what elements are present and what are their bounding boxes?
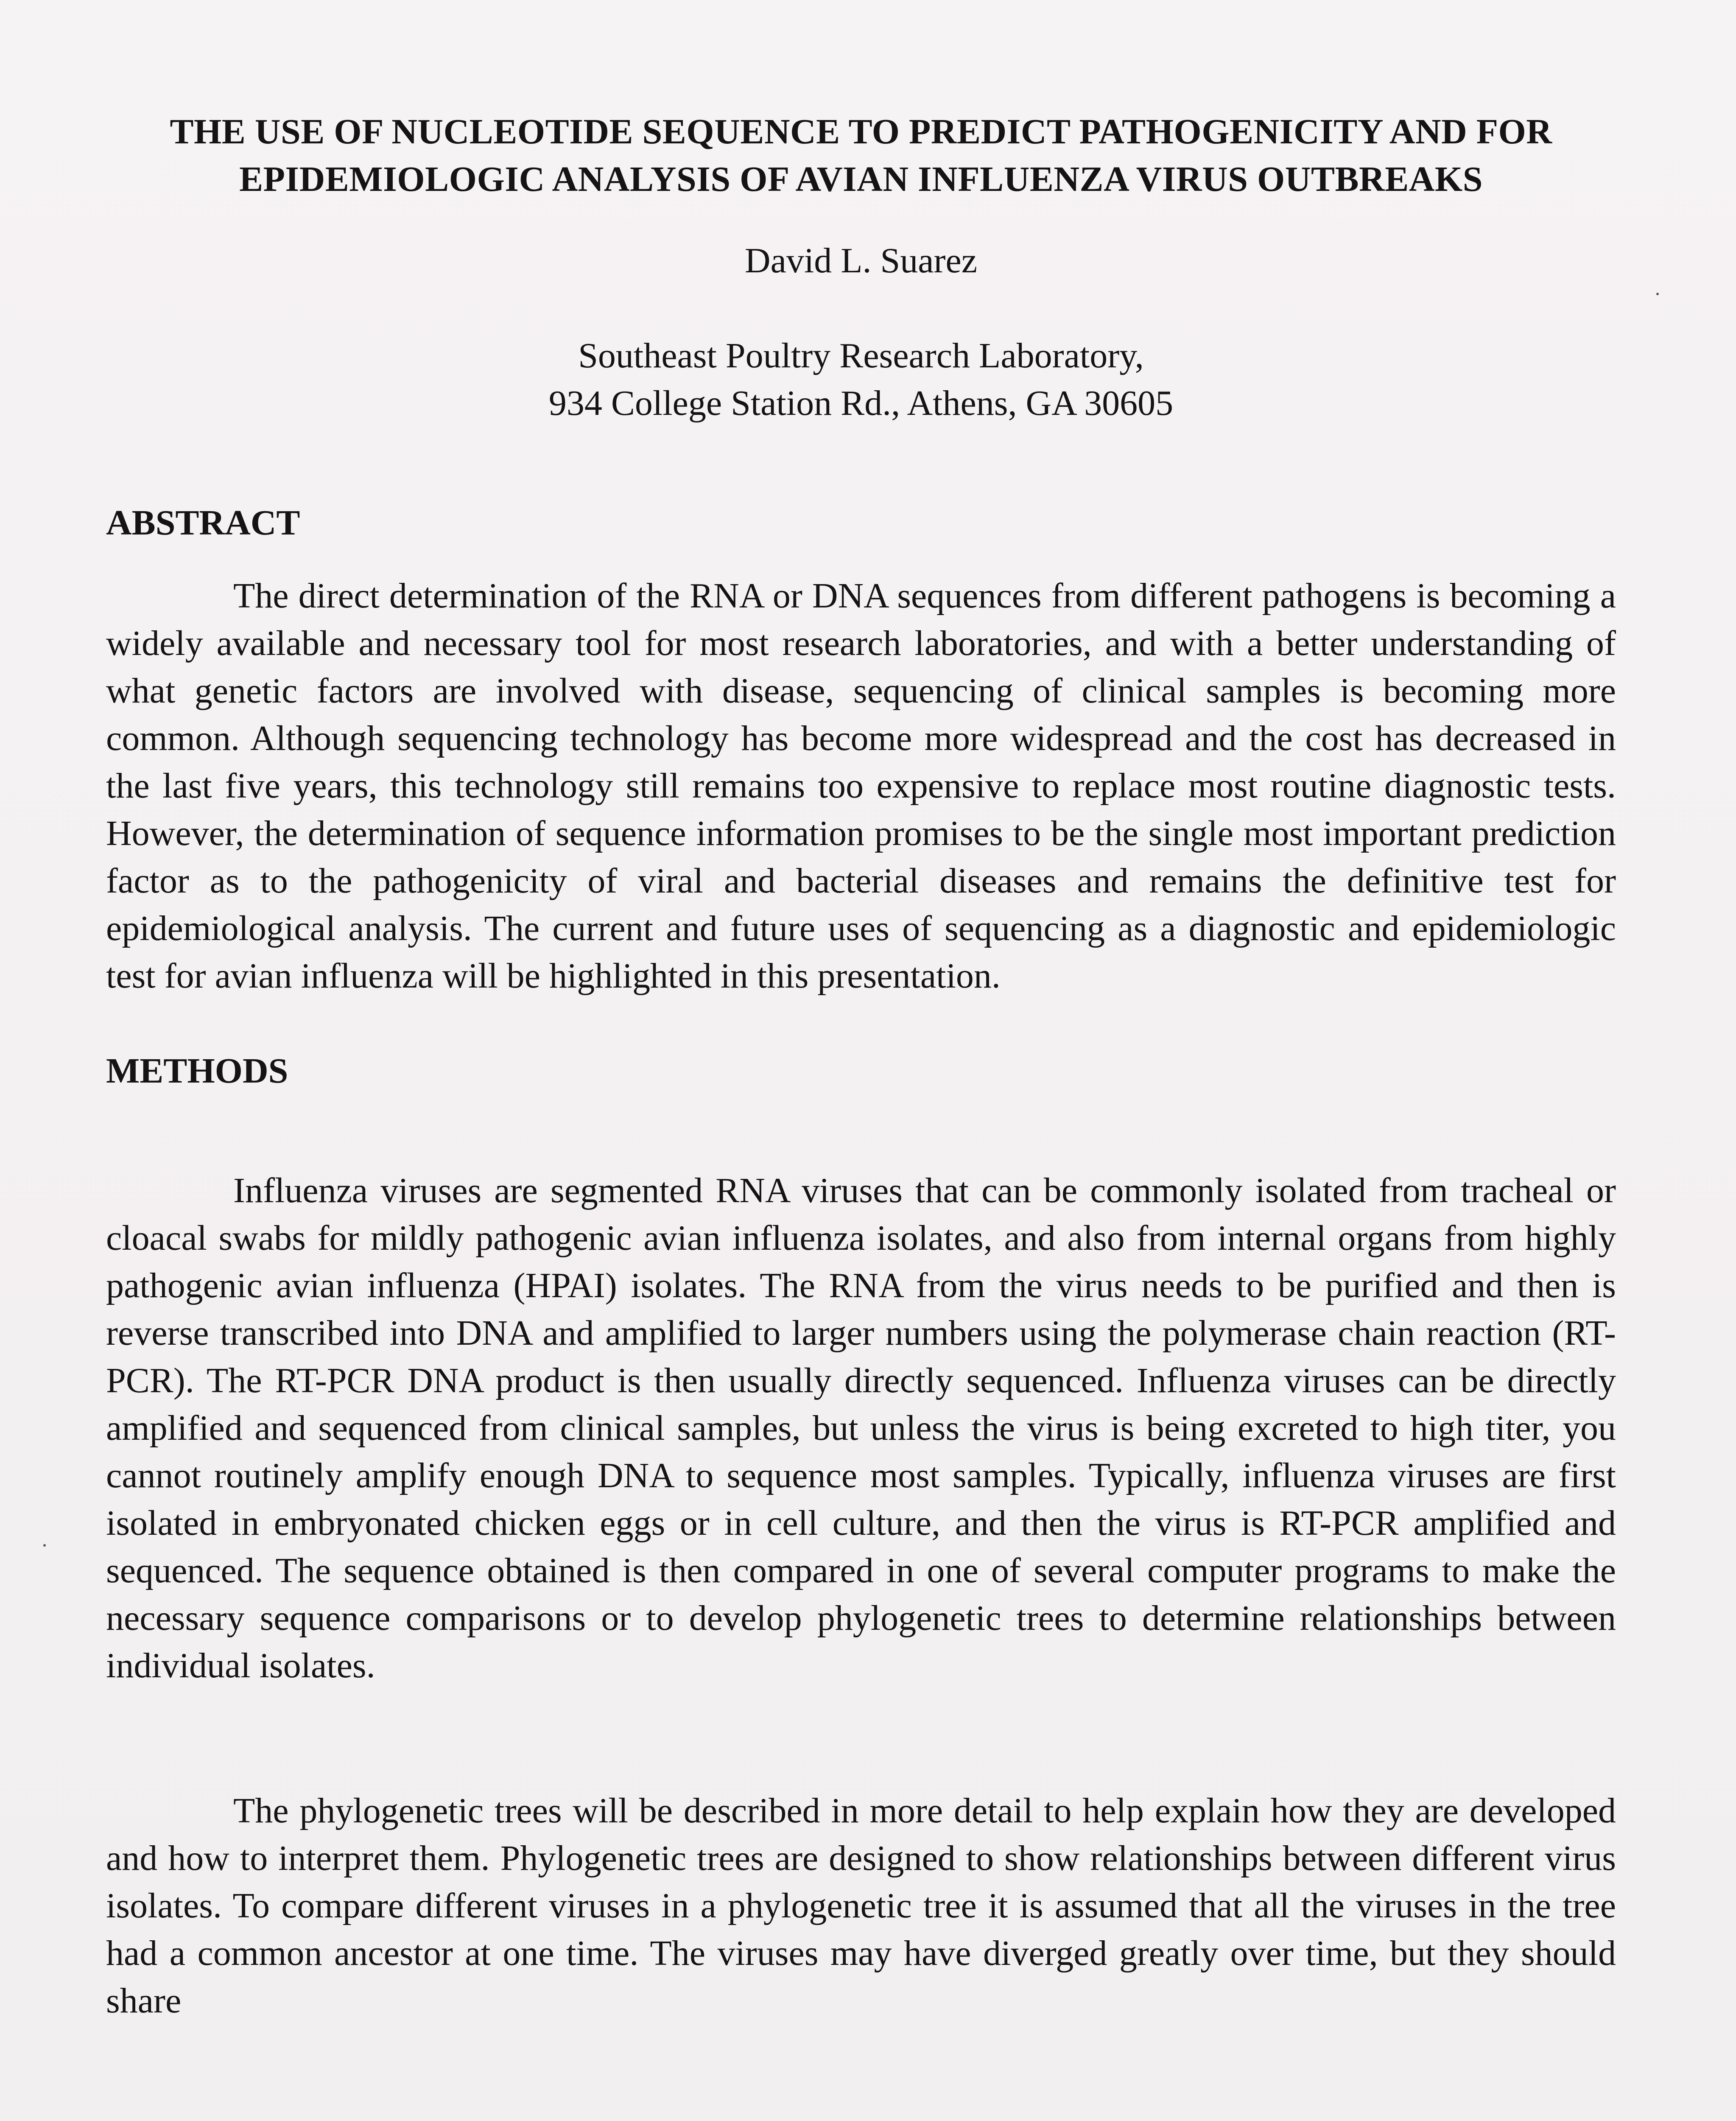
methods-heading: METHODS [106,1051,288,1091]
page-content [106,108,1616,2025]
methods-paragraph-1: Influenza viruses are segmented RNA viruses that can be commonly isolated from tracheal or cloacal swabs for mildly pathogenic avian influenza isolates, and also from internal organs from highly pathogenic avian influenza (HPAI) isolates. The RNA from the virus needs to be purified and then is reverse transcribed into DNA and amplified to larger numbers using the polymerase chain reaction (RT-PCR). The RT-PCR DNA product is then usually directly sequenced. Influenza viruses can be directly amplified and sequenced from clinical samples, but unless the virus is being excreted to high titer, you cannot routinely amplify enough DNA to sequence most samples. Typically, influenza viruses are first isolated in embryonated chicken eggs or in cell culture, and then the virus is RT-PCR amplified and sequenced. The sequence obtained is then compared in one of several computer programs to make the necessary sequence comparisons or to develop phylogenetic trees to determine relationships between individual isolates. [106,1171,1616,1685]
author-name: David L. Suarez [744,241,978,280]
scan-speck [43,1544,46,1547]
affiliation [106,332,1616,427]
affiliation-line-1: Southeast Poultry Research Laboratory, [578,336,1144,375]
abstract-text: The direct determination of the RNA or DNA sequences from different pathogens is becoming a widely available and necessary tool for most research laboratories, and with a better understanding of what genetic factors are involved with disease, sequencing of clinical samples is becoming more common. Although sequencing technology has become more widespread and the cost has decreased in the last five years, this technology still remains too expensive to replace most routine diagnostic tests. However, the determination of sequence information promises to be the single most important prediction factor as to the pathogenicity of viral and bacterial diseases and remains the definitive test for epidemiological analysis. The current and future uses of sequencing as a diagnostic and epidemiologic test for avian influenza will be highlighted in this presentation. [106,576,1616,996]
affiliation-line-2: 934 College Station Rd., Athens, GA 30605 [548,383,1174,423]
scan-speck [1656,293,1659,295]
methods-paragraph-2: The phylogenetic trees will be described in more detail to help explain how they are developed and how to interpret them. Phylogenetic trees are designed to show relationships between different virus isolates. To compare different viruses in a phylogenetic tree it is assumed that all the viruses in the tree had a common ancestor at one time. The viruses may have diverged greatly over time, but they should share [106,1791,1616,2020]
abstract-heading: ABSTRACT [106,503,300,543]
paper-title: THE USE OF NUCLEOTIDE SEQUENCE TO PREDICT PATHOGENICITY AND FOR EPIDEMIOLOGIC ANALYSIS OF AVIAN INFLUENZA VIRUS OUTBREAKS [170,112,1552,199]
